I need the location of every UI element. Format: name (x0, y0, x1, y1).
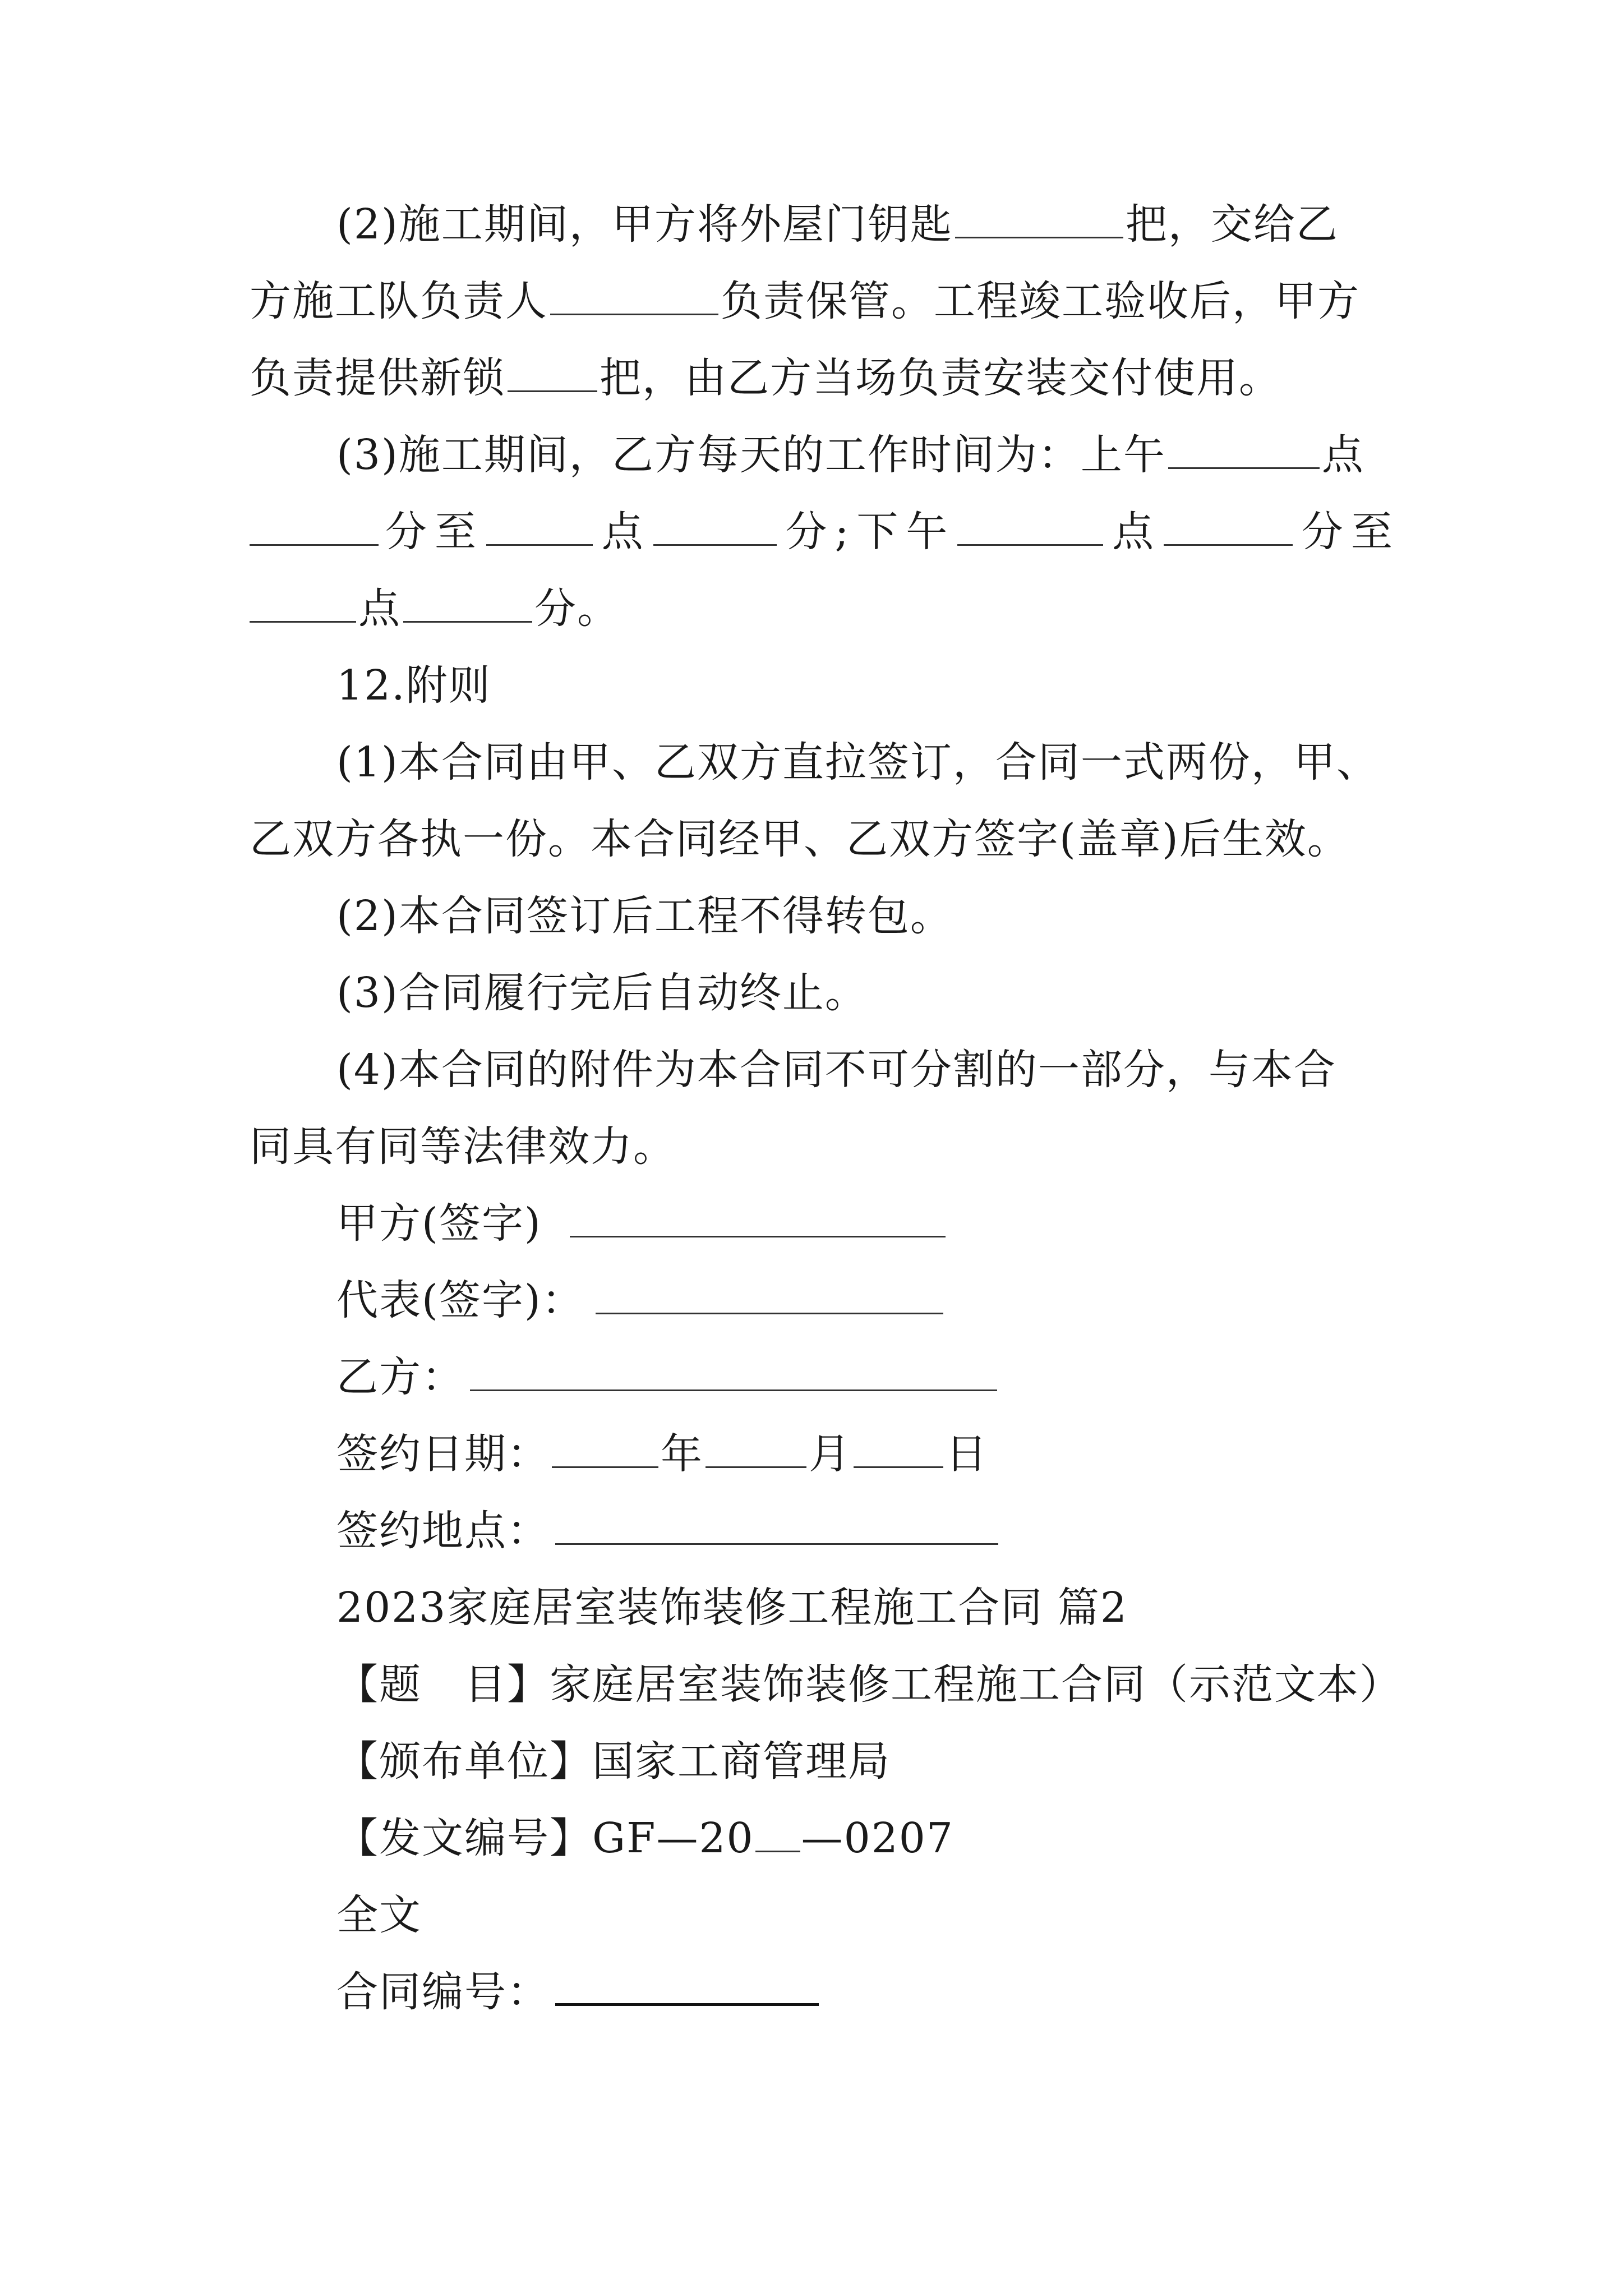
clause-12-item-4-line-2: 同具有同等法律效力。 (250, 1122, 676, 1171)
party-b-line: 乙方： (336, 1349, 1481, 1405)
blank-key-count (955, 203, 1123, 238)
blank-team-leader (550, 280, 718, 315)
blank-doc-year (755, 1817, 800, 1852)
blank-pm-end-minute (403, 587, 532, 623)
party-a-signature-line: 甲方(签字) (336, 1195, 1481, 1251)
blank-pm-start-minute (1164, 510, 1293, 546)
party-a-signature-blank (570, 1201, 946, 1237)
clause-12-heading: 12.附则 (336, 661, 491, 710)
blank-pm-end-hour (250, 587, 356, 623)
clause-12-item-3: (3)合同履行完后自动终止。 (336, 969, 868, 1017)
blank-am-end-hour (486, 510, 593, 546)
blank-lock-count (508, 357, 597, 392)
signing-date-line: 签约日期： 年 月 日 (336, 1430, 988, 1478)
contract-number-line: 合同编号： (336, 1964, 1481, 2020)
clause-12-item-1-line-2: 乙双方各执一份。本合同经甲、乙双方签字(盖章)后生效。 (250, 815, 1350, 863)
document-number-line: 【发文编号】GF—20 —0207 (336, 1814, 954, 1862)
clause-11-item-2-line-1: (2)施工期间，甲方将外屋门钥匙 把，交给乙 (336, 200, 1339, 249)
clause-11-item-3-line-3: 点 分。 (250, 581, 1394, 637)
issuer-line: 【颁布单位】国家工商管理局 (336, 1737, 891, 1786)
clause-11-item-2-line-2: 方施工队负责人 负责保管。工程竣工验收后，甲方 (250, 277, 1360, 325)
blank-month (706, 1433, 806, 1468)
representative-signature-blank (596, 1278, 943, 1314)
fulltext-label: 全文 (336, 1891, 422, 1939)
clause-12-item-2: (2)本合同签订后工程不得转包。 (336, 892, 953, 940)
blank-pm-start-hour (957, 510, 1103, 546)
blank-am-start-hour (1168, 434, 1320, 469)
clause-11-item-2-line-3: 负责提供新锁 把，由乙方当场负责安装交付使用。 (250, 354, 1281, 402)
contract-number-blank (555, 1968, 819, 2006)
representative-signature-line: 代表(签字)： (336, 1272, 1481, 1328)
clause-12-item-4-line-1: (4)本合同的附件为本合同不可分割的一部分，与本合 (336, 1046, 1336, 1094)
signing-place-blank (555, 1508, 998, 1545)
blank-am-start-minute (250, 510, 379, 546)
party-b-blank (470, 1355, 997, 1391)
blank-day (854, 1433, 943, 1468)
topic-line: 【题 目】家庭居室装饰装修工程施工合同（示范文本） (336, 1660, 1402, 1709)
blank-year (552, 1433, 658, 1468)
signing-place-line: 签约地点： (336, 1503, 1481, 1559)
blank-am-end-minute (653, 510, 777, 546)
section-2-title: 2023家庭居室装饰装修工程施工合同 篇2 (336, 1584, 1128, 1632)
clause-11-item-3-line-1: (3)施工期间，乙方每天的工作时间为：上午 点 (336, 431, 1364, 479)
clause-11-item-3-line-2: 分 至 点 分 ; 下 午 点 分 至 (250, 504, 1394, 560)
clause-12-item-1-line-1: (1)本合同由甲、乙双方直拉签订，合同一式两份，甲、 (336, 738, 1379, 786)
